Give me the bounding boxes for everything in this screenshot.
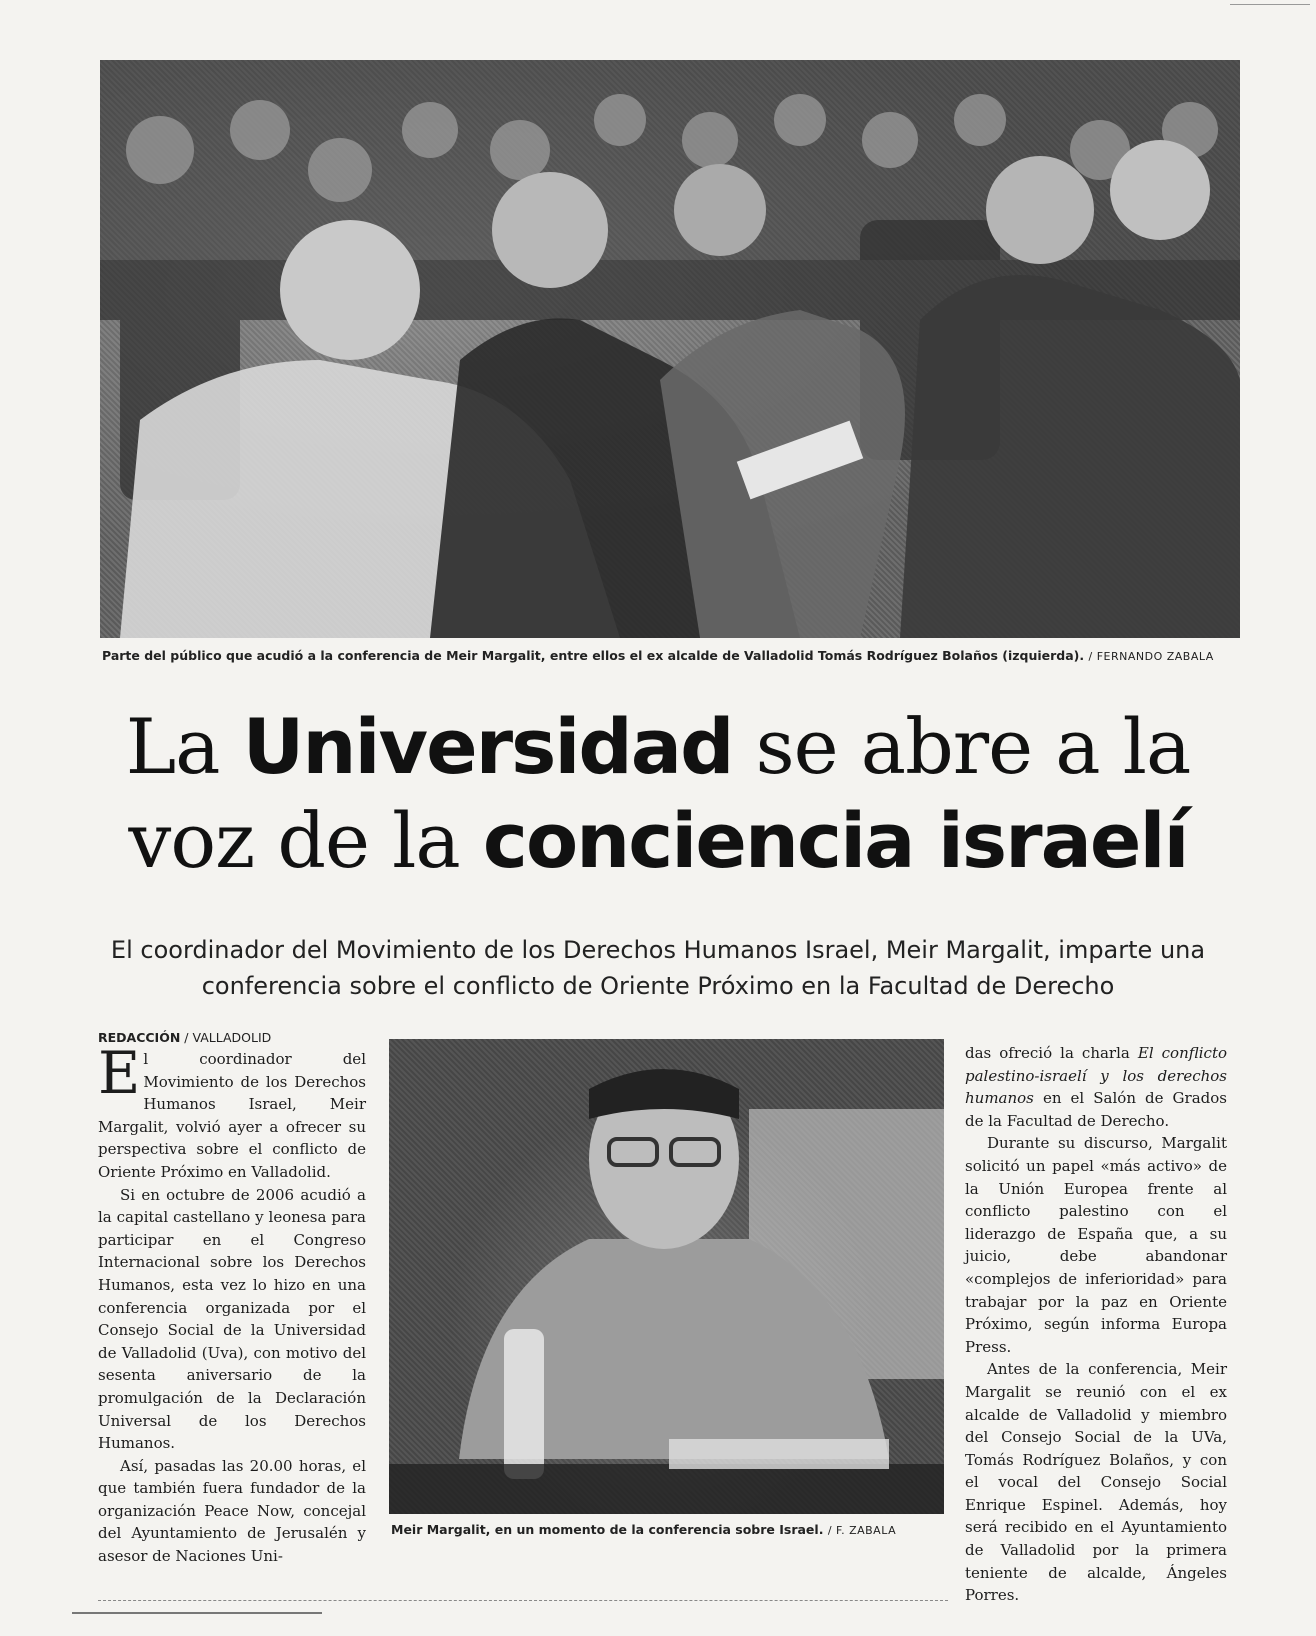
- paragraph-3-continued: [965, 1042, 1227, 1132]
- top-photo-credit: / FERNANDO ZABALA: [1088, 650, 1214, 663]
- paragraph-1: [98, 1039, 366, 1184]
- scan-corner-mark: [72, 1612, 322, 1614]
- paragraph-3-end: en el Salón de Grados de la Facultad de Derecho.: [965, 1089, 1227, 1130]
- headline-word-universidad: Universidad: [242, 702, 733, 791]
- paragraph-2: Si en octubre de 2006 acudió a la capital castellano y leonesa para participar en el Congreso Internacional sobre los Derechos Humanos, esta vez lo hizo en una conferencia organizada por el Consejo Social de la Universidad de Valladolid (Uva), con motivo del sesenta aniversario de la promulgación de la Declaración Universal de los Derechos Humanos.: [98, 1185, 366, 1453]
- audience-illustration: [100, 60, 1240, 638]
- speaker-photo-credit: / F. ZABALA: [827, 1524, 897, 1537]
- headline-word-la: La: [125, 702, 220, 791]
- speaker-photo-caption: [391, 1522, 896, 1537]
- speaker-illustration: [389, 1039, 944, 1514]
- headline: [60, 700, 1256, 888]
- article-column-1: [98, 1039, 366, 1568]
- headline-word-voz: voz de la: [128, 796, 460, 885]
- scan-edge-mark: [1230, 4, 1310, 5]
- article-column-3: [965, 1042, 1227, 1607]
- bottom-rule: [98, 1600, 948, 1601]
- paragraph-3-cont-text: das ofreció la charla: [965, 1044, 1130, 1062]
- byline-author: REDACCIÓN: [98, 1030, 181, 1045]
- headline-word-se-abre: se abre a la: [755, 702, 1191, 791]
- top-photo-caption: [102, 648, 1214, 663]
- paragraph-4: Durante su discurso, Margalit solicitó un papel «más activo» de la Unión Europea frente al conflicto palestino con el liderazgo de España que, a su juicio, debe abandonar «complejos de inferioridad» para trabajar por la paz en Oriente Próximo, según informa Europa Press.: [965, 1134, 1227, 1356]
- speaker-photo: [389, 1039, 944, 1514]
- deck-subheadline: El coordinador del Movimiento de los Derechos Humanos Israel, Meir Margalit, imparte una conferencia sobre el conflicto de Oriente Próximo en la Facultad de Derecho: [110, 936, 1206, 1000]
- speaker-photo-caption-text: Meir Margalit, en un momento de la conferencia sobre Israel.: [391, 1522, 824, 1537]
- dropcap: E: [98, 1039, 141, 1107]
- paragraph-5: Antes de la conferencia, Meir Margalit se reunió con el ex alcalde de Valladolid y miembro del Consejo Social de la UVa, Tomás Rodríguez Bolaños, y con el vocal del Consejo Social Enrique Espinel. Además, hoy será recibido en el Ayuntamiento de Valladolid por la primera teniente de alcalde, Ángeles Porres.: [965, 1360, 1227, 1605]
- audience-photo: [100, 60, 1240, 638]
- byline-place: / VALLADOLID: [184, 1030, 272, 1045]
- paragraph-3-start: Así, pasadas las 20.00 horas, el que también fuera fundador de la organización Peace Now, concejal del Ayuntamiento de Jerusalén y asesor de Naciones Uni-: [98, 1456, 366, 1566]
- paragraph-1-text: l coordinador del Movimiento de los Derechos Humanos Israel, Meir Margalit, volvió ayer a ofrecer su perspectiva sobre el conflicto de Oriente Próximo en Valladolid.: [98, 1050, 366, 1181]
- top-photo-caption-text: Parte del público que acudió a la conferencia de Meir Margalit, entre ellos el ex alcalde de Valladolid Tomás Rodríguez Bolaños (izquierda).: [102, 648, 1085, 663]
- headline-word-conciencia: conciencia israelí: [482, 796, 1188, 885]
- lecture-title: El conflicto palestino-israelí y los derechos humanos: [965, 1044, 1228, 1108]
